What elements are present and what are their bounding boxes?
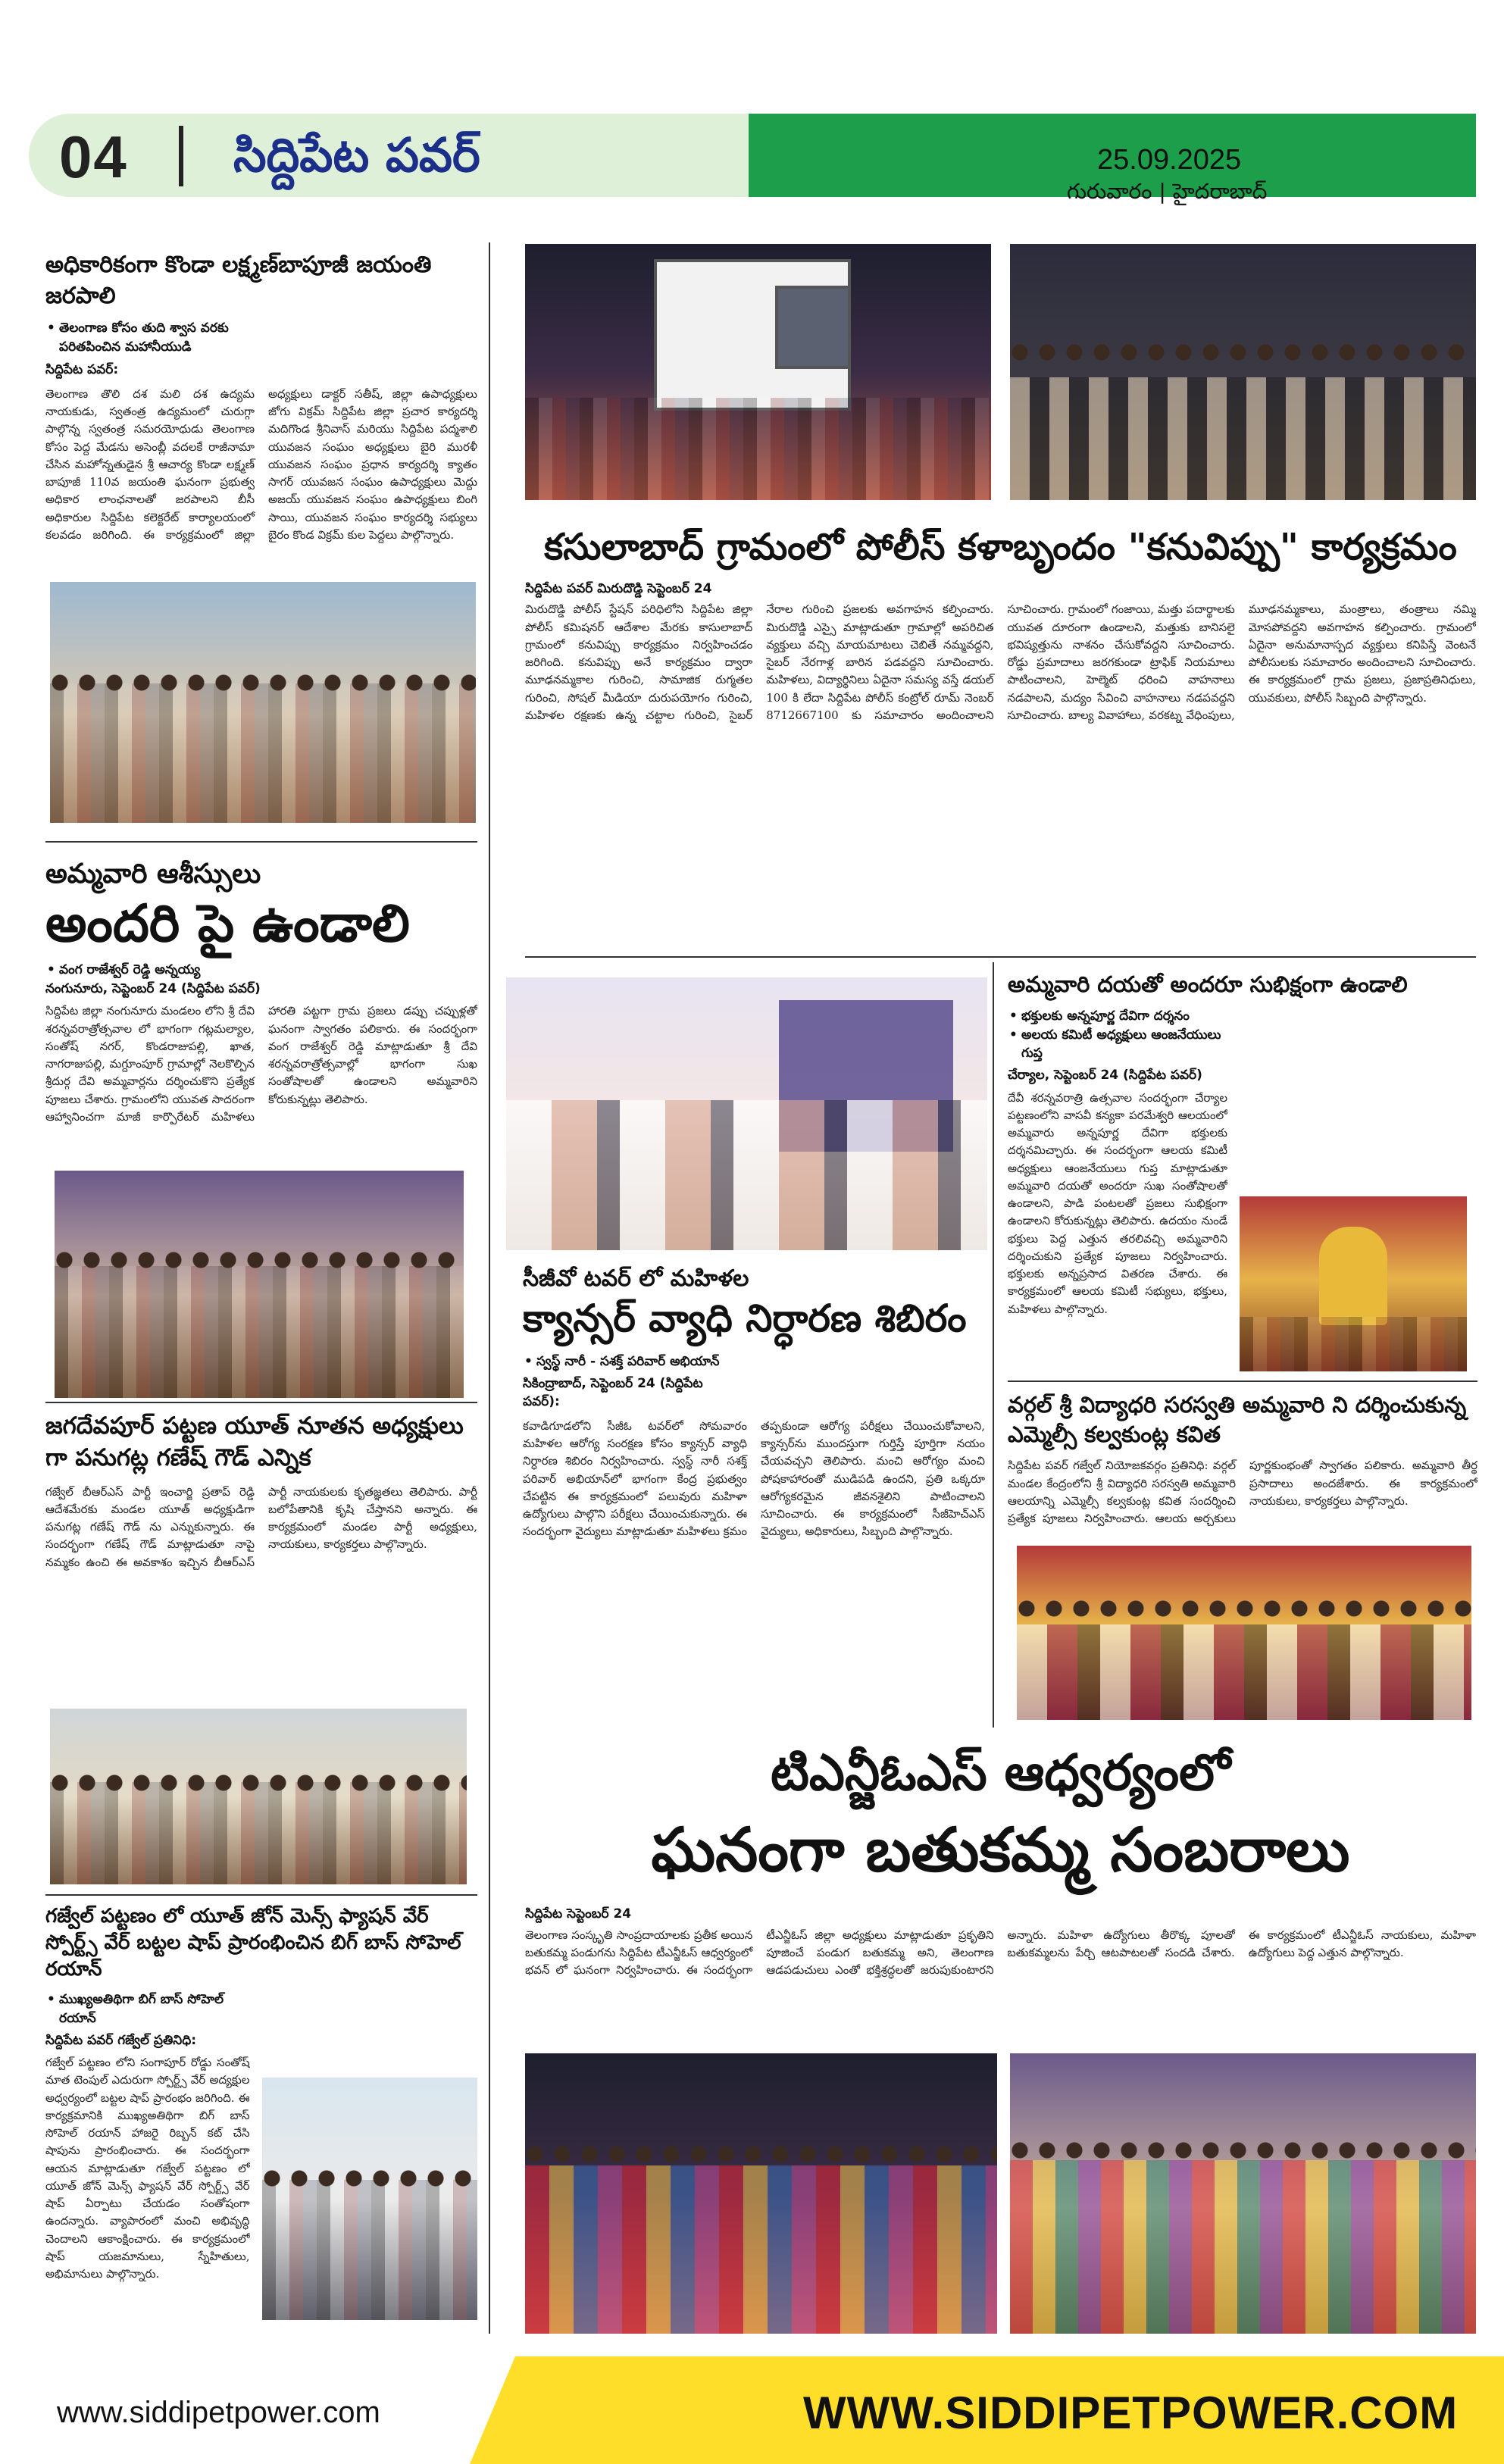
headline-line1: టిఎన్జీఓఎస్ ఆధ్వర్యంలో xyxy=(770,1743,1230,1802)
photo-bathukamma-1 xyxy=(525,2053,997,2334)
photo-jagadevpur-youth xyxy=(50,1709,467,1884)
headline: జగదేవపూర్ పట్టణ యూత్ నూతన అధ్యక్షులు గా పనుగట్ల గణేష్ గౌడ్ ఎన్నిక xyxy=(45,1412,464,1471)
article-youth-zone-shop xyxy=(45,1903,477,2328)
footer xyxy=(0,2356,1504,2464)
byline: సిద్దిపేట పవర్ గజ్వేల్ ప్రతినిధి: xyxy=(45,2032,197,2048)
photo-kavitha-temple xyxy=(1017,1546,1471,1720)
masthead-left-band xyxy=(29,114,749,197)
subhead-bullet: • వంగ రాజేశ్వర్ రెడ్డి అన్నయ్య xyxy=(45,961,477,980)
article-bapuji-jayanti xyxy=(45,250,477,568)
article-ammavari-aashissulu xyxy=(45,856,477,1167)
article-ammavari-dayato xyxy=(1008,970,1477,1371)
column-divider-right xyxy=(993,962,994,1728)
article-body: సిద్దిపేట జిల్లా నంగునూరు మండలం లోని శ్రీ దేవి శరన్నవరాత్రోత్సవాల లో భాగంగా గట్లమల్యాల, సంతోష్ నగర్, కొండరాజుపల్లి, ఖాత, నాగరాజుపల్లి, మగ్దూంపూర్ గ్రామాల్లో నెలకొల్పిన శ్రీదుర్గ దేవి అమ్మవార్లను దర్శించుకొని ప్రత్యేక పూజలు చేశారు. గ్రామంలోని యువత సాదరంగా ఆహ్వానించగా మాజీ కార్పొరేటర్ మహిళలు హారతి పట్టగా గ్రామ ప్రజలు డప్పు చప్పుళ్లతో ఘనంగా స్వాగతం పలికారు. ఈ సందర్భంగా వంగ రాజేశ్వర్ రెడ్డి మాట్లాడుతూ శ్రీ దేవి శరన్నవరాత్రోత్సవాల్లో భాగంగా సుఖ సంతోషాలతో ఉండాలని అమ్మవారిని కోరుకున్నట్లు తెలిపారు. xyxy=(45,1004,477,1124)
subhead-bullet-1: • భక్తులకు అన్నపూర్ణ దేవిగా దర్శనం xyxy=(1008,1007,1227,1026)
paper-name: సిద్దిపేట పవర్ xyxy=(233,127,480,183)
headline: అధికారికంగా కొండా లక్ష్మణ్‌బాపూజీ జయంతి జరపాలి xyxy=(45,252,432,309)
subhead-bullet: • స్వస్థ్ నారీ - సశక్త్ పరివార్ అభియాన్ xyxy=(523,1352,743,1371)
subhead-bullet-2: • అలయ కమిటీ అధ్యక్షులు ఆంజనేయులు గుప్త xyxy=(1008,1026,1227,1063)
article-body: తెలంగాణ తొలి దశ మలి దశ ఉద్యమ నాయకుడు, స్వతంత్ర ఉద్యమంలో చురుగ్గా పాల్గొన్న స్వతంత్ర సమరయోధుడు తెలంగాణ కోసం పెద్ద మేడను అసెంబ్లీ వదలకే రాజీనామా చేసిన మహోన్నతుడైన శ్రీ ఆచార్య కొండా లక్ష్మణ్ బాపూజీ 110వ జయంతి ఘనంగా ప్రభుత్వ అధికార లాంఛనాలతో జరపాలని బీసీ అధికారుల సిద్దిపేట కలెక్టరేట్ కార్యాలయంలో కలవడం జరిగింది. ఈ కార్యక్రమంలో జిల్లా అధ్యక్షులు డాక్టర్ సతీష్, జిల్లా ఉపాధ్యక్షులు జోగు విక్రమ్ సిద్దిపేట జిల్లా ప్రచార కార్యదర్శి మదిగొండ శ్రీనివాస్ మరియు సిద్దిపేట పద్మశాలి యువజన సంఘం అధ్యక్షులు బైరి మురళీ యువజన సంఘం ప్రధాన కార్యదర్శి క్యాతం సాగర్ యువజన సంఘం ఉపాధ్యక్షులు మెద్దు అజయ్ యువజన సంఘం ఉపాధ్యక్షులు బింగి సాయి, యువజన సంఘం కార్యదర్శి సభ్యులు బైరం కొండ విక్రమ్ కుల పెద్దలు పాల్గొన్నారు. xyxy=(45,386,477,542)
byline: చేర్యాల, సెప్టెంబర్ 24 (సిద్దిపేట పవర్) xyxy=(1008,1068,1202,1083)
article-body: సిద్దిపేట పవర్ గజ్వేల్ నియోజకవర్గం ప్రతినిధి: వర్గల్ మండల కేంద్రంలోని శ్రీ విద్యాధరి సరస్వతి అమ్మవారి ఆలయాన్ని ఎమ్మెల్సీ కల్వకుంట్ల కవిత సందర్శించి ప్రత్యేక పూజలు నిర్వహించారు. ఆలయ అర్చకులు పూర్ణకుంభంతో స్వాగతం పలికారు. అమ్మవారి తీర్థ ప్రసాదాలు అందజేశారు. ఈ కార్యక్రమంలో నాయకులు, కార్యకర్తలు పాల్గొన్నారు. xyxy=(1008,1459,1477,1526)
photo-shop-opening xyxy=(262,2078,477,2320)
article-body: తెలంగాణ సంస్కృతి సాంప్రదాయాలకు ప్రతీక అయిన బతుకమ్మ పండుగను సిద్దిపేట టీఎన్జీఓస్ ఆధ్వర్యంలో భవన్ లో ఘనంగా నిర్వహించారు. ఈ సందర్భంగా టీఎన్జీఓస్ జిల్లా అధ్యక్షులు మాట్లాడుతూ ప్రకృతిని పూజించే పండుగ బతుకమ్మ అని, తెలంగాణ ఆడపడుచులు ఎంతో భక్తిశ్రద్ధలతో జరుపుకుంటారని అన్నారు. మహిళా ఉద్యోగులు తీరొక్క పూలతో బతుకమ్మలను పేర్చి ఆటపాటలతో సందడి చేశారు. ఈ కార్యక్రమంలో టీఎన్జీఓస్ నాయకులు, మహిళా ఉద్యోగులు పెద్ద ఎత్తున పాల్గొన్నారు. xyxy=(525,1928,1476,1978)
subhead-bullet: • తెలంగాణ కోసం తుది శ్వాస వరకు పరితపించిన మహానీయుడి xyxy=(45,319,250,356)
article-kanuvippu xyxy=(525,523,1476,947)
article-cancer-camp xyxy=(523,1264,985,1718)
photo-bathukamma-2 xyxy=(1010,2053,1476,2334)
photo-bapuji-group xyxy=(50,582,476,823)
byline: నంగునూరు, సెప్టెంబర్ 24 (సిద్దిపేట పవర్) xyxy=(45,980,261,996)
headline-big: క్యాన్సర్ వ్యాధి నిర్ధారణ శిబిరం xyxy=(523,1296,967,1340)
headline-line2: ఘనంగా బతుకమ్మ సంబరాలు xyxy=(651,1815,1350,1886)
photo-ammavari-devotees xyxy=(55,1171,464,1398)
article-rule xyxy=(525,956,1476,958)
page-number: 04 xyxy=(59,124,128,190)
article-rule xyxy=(45,1402,477,1403)
headline: గజ్వేల్ పట్టణం లో యూత్ జోన్ మెన్స్ ఫ్యాషన్ వేర్ స్పోర్ట్స్ వేర్ బట్టల షాప్ ప్రారంభించిన బిగ్ బాస్ సోహెల్ రయాన్ xyxy=(45,1905,461,1981)
byline: సికింద్రాబాద్, సెప్టెంబర్ 24 (సిద్దిపేట పవర్): xyxy=(523,1375,703,1410)
article-body: కవాడిగూడలోని సీజీఓ టవర్‌లో సోమవారం మహిళల ఆరోగ్య సంరక్షణ కోసం క్యాన్సర్ వ్యాధి నిర్ధారణ శిబిరం నిర్వహించారు. స్వస్థ్ నారీ సశక్త్ పరివార్ అభియాన్‌లో భాగంగా కేంద్ర ప్రభుత్వం చేపట్టిన ఈ కార్యక్రమంలో పలువురు మహిళా ఉద్యోగులు పాల్గొని పరీక్షలు చేయించుకున్నారు. ఈ సందర్భంగా వైద్యులు మాట్లాడుతూ మహిళలు క్రమం తప్పకుండా ఆరోగ్య పరీక్షలు చేయించుకోవాలని, క్యాన్సర్‌ను ముందస్తుగా గుర్తిస్తే పూర్తిగా నయం చేయవచ్చని తెలిపారు. మంచి ఆరోగ్యం మంచి పోషకాహారంతో ముడిపడి ఉందని, ప్రతి ఒక్కరూ ఆరోగ్యకరమైన జీవనశైలిని పాటించాలని సూచించారు. ఈ కార్యక్రమంలో సీజీహెచ్ఎస్ వైద్యులు, అధికారులు, సిబ్బంది పాల్గొన్నారు. xyxy=(523,1418,985,1539)
issue-day-place: గురువారం | హైదరాబాద్ xyxy=(1067,179,1268,204)
article-kavitha-vargal xyxy=(1008,1390,1477,1542)
headline-small: అమ్మవారి ఆశీస్సులు xyxy=(45,858,261,890)
photo-police-van xyxy=(525,244,991,500)
headline-big: అందరి పై ఉండాలి xyxy=(45,893,410,954)
photo-ammavari-idol xyxy=(1240,1196,1467,1371)
article-rule xyxy=(45,841,477,843)
byline: సిద్దిపేట పవర్: xyxy=(45,362,119,378)
photo-cancer-camp xyxy=(506,977,987,1250)
photo-police-stage xyxy=(1010,244,1476,500)
headline: అమ్మవారి దయతో అందరూ సుభిక్షంగా ఉండాలి xyxy=(1008,971,1408,997)
article-body: గజ్వేల్ పట్టణం లోని సంగాపూర్ రోడ్డు సంతోష్ మాత టెంపుల్ ఎదురుగా స్పోర్ట్స్ వేర్ అద్యక్షుల అధ్వర్యంలో బట్టల షాప్ ప్రారంభం జరిగింది. ఈ కార్యక్రమానికి ముఖ్యఅతిథిగా బిగ్ బాస్ సోహెల్ రయాన్ హాజరై రిబ్బన్ కట్ చేసి షాపును ప్రారంభించారు. ఈ సందర్భంగా ఆయన మాట్లాడుతూ గజ్వేల్ పట్టణం లో యూత్ జోన్ మెన్స్ ఫ్యాషన్ వేర్ స్పోర్ట్స్ వేర్ షాప్ ఏర్పాటు చేయడం సంతోషంగా ఉందన్నారు. వ్యాపారంలో మంచి అభివృద్ధి చెందాలని ఆకాంక్షించారు. ఈ కార్యక్రమంలో షాప్ యజమానులు, స్నేహితులు, అభిమానులు పాల్గొన్నారు. xyxy=(45,2056,250,2281)
article-body: మిరుదొడ్డి పోలీస్ స్టేషన్ పరిధిలోని సిద్దిపేట జిల్లా పోలీస్ కమిషనర్ ఆదేశాల మేరకు కాసులాబాద్ గ్రామంలో కనువిప్పు కార్యక్రమం నిర్వహించడం జరిగింది. కనువిప్పు అనే కార్యక్రమం ద్వారా మూఢనమ్మకాల గురించి, సామాజిక రుగ్మతల గురించి, సోషల్ మీడియా దురుపయోగం గురించి, మహిళల రక్షణకు ఉన్న చట్టాల గురించి, సైబర్ నేరాల గురించి ప్రజలకు అవగాహన కల్పించారు. మిరుదొడ్డి ఎస్సై మాట్లాడుతూ గ్రామాల్లో అపరిచిత వ్యక్తులు వచ్చి మాయమాటలు చెబితే నమ్మవద్దని, సైబర్ నేరగాళ్ల బారిన పడవద్దని సూచించారు. మహిళలు, విద్యార్థినిలు ఏదైనా సమస్య వస్తే డయల్ 100 కి లేదా సిద్దిపేట పోలీస్ కంట్రోల్ రూమ్ నెంబర్ 8712667100 కు సమాచారం అందించాలని సూచించారు. గ్రామంలో గంజాయి, మత్తు పదార్థాలకు యువత దూరంగా ఉండాలని, మత్తుకు బానిసలై భవిష్యత్తును నాశనం చేసుకోవద్దని సూచించారు. రోడ్డు ప్రమాదాలు జరగకుండా ట్రాఫిక్ నియమాలు పాటించాలని, హెల్మెట్ ధరించి వాహనాలు నడపాలని, మద్యం సేవించి వాహనాలు నడపవద్దని సూచించారు. బాల్య వివాహాలు, వరకట్న వేధింపులు, మూఢనమ్మకాలు, మంత్రాలు, తంత్రాలు నమ్మి మోసపోవద్దని అవగాహన కల్పించారు. గ్రామంలో ఏదైనా అనుమానాస్పద వ్యక్తులు కనిపిస్తే వెంటనే పోలీసులకు సమాచారం అందించాలని సూచించారు. ఈ కార్యక్రమంలో గ్రామ ప్రజలు, ప్రజాప్రతినిధులు, యువకులు, పోలీస్ సిబ్బంది పాల్గొన్నారు. xyxy=(525,602,1476,722)
masthead xyxy=(29,114,1476,204)
headline: వర్గల్ శ్రీ విద్యాధరి సరస్వతి అమ్మవారి ని దర్శించుకున్న ఎమ్మెల్సీ కల్వకుంట్ల కవిత xyxy=(1008,1392,1467,1448)
article-rule xyxy=(1008,1381,1477,1382)
headline: కసులాబాద్ గ్రామంలో పోలీస్ కళాబృందం "కనువిప్పు" కార్యక్రమం xyxy=(544,526,1457,568)
byline: సిద్దిపేట సెప్టెంబర్ 24 xyxy=(525,1906,632,1922)
column-divider-left xyxy=(489,242,490,2334)
headline-small: సీజీవో టవర్ లో మహిళల xyxy=(523,1265,749,1292)
article-jagadevpur-youth xyxy=(45,1411,477,1699)
article-body: గజ్వేల్ బీఆర్ఎస్ పార్టీ ఇంచార్జి ప్రతాప్ రెడ్డి ఆదేశమేరకు మండల యూత్ అధ్యక్షుడిగా పనుగట్ల గణేష్ గౌడ్ ను ఎన్నుకున్నారు. ఈ సందర్భంగా గణేష్ గౌడ్ మాట్లాడుతూ నాపై నమ్మకం ఉంచి ఈ అవకాశం ఇచ్చిన బీఆర్ఎస్ పార్టీ నాయకులకు కృతజ్ఞతలు తెలిపారు. పార్టీ బలోపేతానికి కృషి చేస్తానని అన్నారు. ఈ కార్యక్రమంలో మండల పార్టీ అధ్యక్షులు, నాయకులు, కార్యకర్తలు పాల్గొన్నారు. xyxy=(45,1484,477,1569)
masthead-divider xyxy=(179,126,183,186)
footer-website-link[interactable]: www.siddipetpower.com xyxy=(57,2396,380,2429)
footer-website-banner[interactable]: WWW.SIDDIPETPOWER.COM xyxy=(803,2387,1459,2438)
article-body: దేవీ శరన్నవరాత్రి ఉత్సవాల సందర్భంగా చేర్యాల పట్టణంలోని వాసవీ కన్యకా పరమేశ్వరి ఆలయంలో అమ్మవారు అన్నపూర్ణ దేవిగా భక్తులకు దర్శనమిచ్చారు. ఈ సందర్భంగా ఆలయ కమిటీ అధ్యక్షులు ఆంజనేయులు గుప్త మాట్లాడుతూ అమ్మవారి దయతో అందరూ సుఖ సంతోషాలతో ఉండాలని, పాడి పంటలతో ప్రజలు సుభిక్షంగా ఉండాలని కోరుకున్నట్లు తెలిపారు. ఉదయం నుండే భక్తులు పెద్ద ఎత్తున తరలివచ్చి అమ్మవారిని దర్శించుకుని ప్రత్యేక పూజలు నిర్వహించారు. భక్తులకు అన్నప్రసాద వితరణ చేశారు. ఈ కార్యక్రమంలో ఆలయ కమిటీ సభ్యులు, భక్తులు, మహిళలు పాల్గొన్నారు. xyxy=(1008,1090,1227,1316)
issue-date: 25.09.2025 xyxy=(1097,144,1242,176)
byline: సిద్దిపేట పవర్ మిరుదొడ్డి సెప్టెంబర్ 24 xyxy=(525,580,712,596)
subhead-bullet: • ముఖ్యఅతిథిగా బిగ్ బాస్ సోహెల్ రయాన్ xyxy=(45,1990,250,2028)
article-rule xyxy=(45,1894,477,1896)
